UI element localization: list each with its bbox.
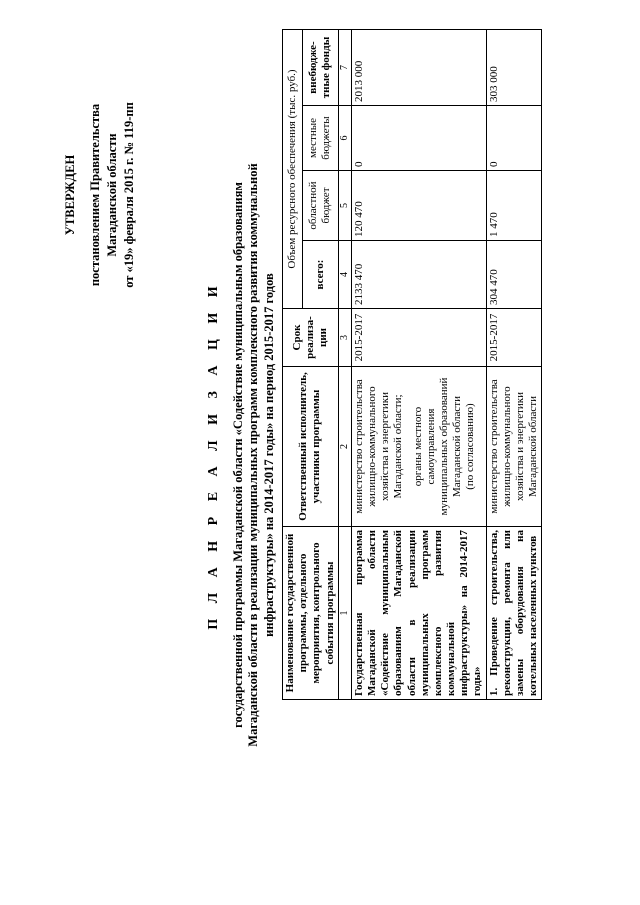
header-extrabudgetary: внебюдже-тные фонды [302,29,338,105]
title-line-1: государственной программы Магаданской области «Содействие муниципальным образованиям [230,182,245,728]
row-program-name: 1. Проведение строительства, реконструкции, ремонта или замены оборудования на котельных населенных пунктов [486,527,542,700]
row-executor [351,367,486,527]
row-executor: министерство строительства жилищно-коммунального хозяйства и энергетики Магаданской области [486,367,542,527]
column-number: 4 [338,241,351,309]
row-period: 2015-2017 [351,309,486,367]
table-row [486,29,542,699]
row-local-budgets: 0 [486,106,542,171]
column-number: 7 [338,29,351,105]
header-period: Срок реализа-ции [283,309,339,367]
row-regional-budget: 1 470 [486,171,542,241]
approval-heading: УТВЕРЖДЕН [63,154,77,236]
column-number: 6 [338,106,351,171]
row-total: 2133 470 [351,241,486,309]
row-total: 304 470 [486,241,542,309]
approval-stamp [62,45,138,345]
approval-line-1: постановлением Правительства [87,103,102,287]
executor-note: (по согласованию) [464,403,477,490]
row-local-budgets: 0 [351,106,486,171]
row-program-name: Государственная программа Магаданской области «Содействие муниципальным образованиям Магаданской области в реализации муниципальных программ комплексного развития коммунальной инфраструктуры» на 2014-2017 годы» [351,527,486,700]
approval-line-3: от «19» февраля 2015 г. № 119-пп [121,102,136,288]
header-program-name: Наименование государственной программы, отдельного мероприятия, контрольного события программы [283,527,339,700]
title-line-2: Магаданской области в реализации муниципальных программ комплексного развития коммунальной [246,163,261,747]
column-number: 3 [338,309,351,367]
column-number: 2 [338,367,351,527]
approval-line-2: Магаданской области [104,133,119,257]
document-title [205,85,277,825]
row-extrabudgetary: 2013 000 [351,29,486,105]
header-local-budgets: местные бюджеты [302,106,338,171]
column-number: 5 [338,171,351,241]
column-number: 1 [338,527,351,700]
executor-ministry: министерство строительства жилищно-коммунального хозяйства и энергетики Магаданской области; [352,379,405,514]
table-row [351,29,486,699]
title-plan: П Л А Н Р Е А Л И З А Ц И И [206,280,221,630]
header-regional-budget: областной бюджет [302,171,338,241]
executor-local-bodies: органы местного самоуправления муниципальных образований Магаданской области [411,377,464,516]
row-regional-budget: 120 470 [351,171,486,241]
header-resources-group: Объем ресурсного обеспечения (тыс. руб.) [283,29,303,308]
header-executor: Ответственный исполнитель, участники программы [283,367,339,527]
row-period: 2015-2017 [486,309,542,367]
header-total: всего: [302,241,338,309]
row-extrabudgetary: 303 000 [486,29,542,105]
plan-table [282,29,542,700]
title-line-3: инфраструктуры» на 2014-2017 годы» на период 2015-2017 годов [261,273,276,637]
